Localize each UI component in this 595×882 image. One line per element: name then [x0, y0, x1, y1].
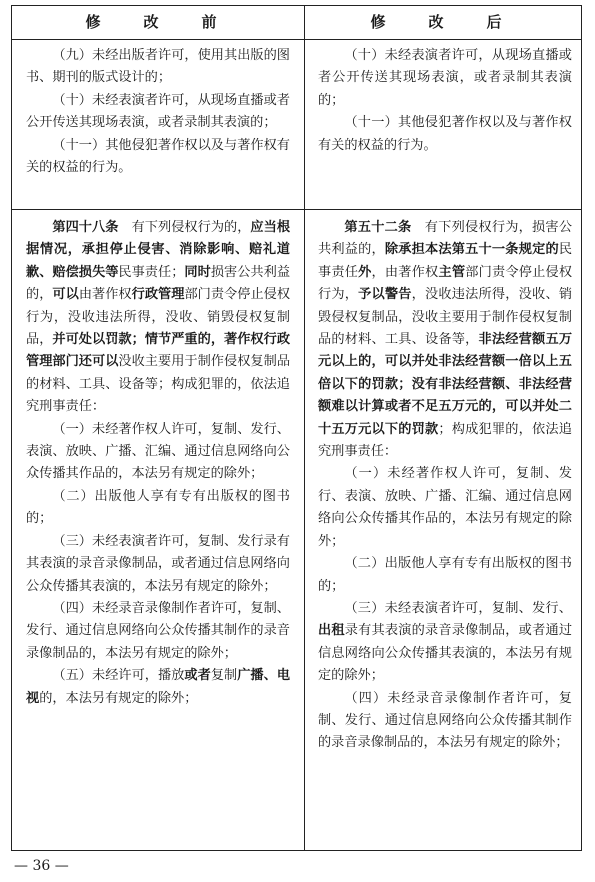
clause-11-after: （十一）其他侵犯著作权以及与著作权有关的权益的行为。	[318, 115, 572, 153]
clause-10-before: （十）未经表演者许可，从现场直播或者公开传送其现场表演，或者录制其表演的；	[26, 92, 290, 131]
item-1-before: （一）未经著作权人许可，复制、发行、表演、放映、广播、汇编、通过信息网络向公众传播其作品的，本法另有规定的除外；	[26, 421, 290, 482]
header-after: 修 改 后	[370, 13, 516, 31]
row2-before-cell	[26, 217, 290, 710]
clause-11-before: （十一）其他侵犯著作权以及与著作权有关的权益的行为。	[26, 137, 290, 176]
header-before: 修 改 前	[85, 13, 231, 31]
item-1-after: （一）未经著作权人许可，复制、发行、表演、放映、广播、汇编、通过信息网络向公众传播其作品的，本法另有规定的除外；	[318, 466, 572, 549]
item-4-after: （四）未经录音录像制作者许可，复制、发行、通过信息网络向公众传播其制作的录音录像制品的，本法另有规定的除外；	[318, 690, 572, 751]
header-divider	[12, 39, 581, 40]
article-48-text: 第四十八条 有下列侵权行为的，应当根据情况，承担停止侵害、消除影响、赔礼道歉、赔偿损失等民事责任；同时损害公共利益的，可以由著作权行政管理部门责令停止侵权行为，没收违法所得，没收、销毁侵权复制品，并可处以罚款；情节严重的，著作权行政管理部门还可以没收主要用于制作侵权复制品的材料、工具、设备等；构成犯罪的，依法追究刑事责任：	[26, 220, 291, 415]
row2-after-cell	[318, 217, 572, 755]
row-divider	[12, 209, 581, 210]
item-2-after: （二）出版他人享有专有出版权的图书的；	[318, 556, 572, 594]
row1-before-cell	[26, 45, 290, 179]
item-4-before: （四）未经录音录像制作者许可，复制、发行、通过信息网络向公众传播其制作的录音录像制品的，本法另有规定的除外；	[26, 600, 290, 661]
item-3-after: （三）未经表演者许可，复制、发行、出租录有其表演的录音录像制品，或者通过信息网络向公众传播其表演的，本法另有规定的除外；	[318, 600, 573, 684]
item-2-before: （二）出版他人享有专有出版权的图书的；	[26, 488, 290, 527]
column-divider	[304, 6, 305, 850]
item-5-before: （五）未经许可，播放或者复制广播、电视的，本法另有规定的除外；	[26, 668, 291, 706]
item-3-before: （三）未经表演者许可，复制、发行录有其表演的录音录像制品，或者通过信息网络向公众传播其表演的，本法另有规定的除外；	[26, 533, 290, 594]
clause-9-before: （九）未经出版者许可，使用其出版的图书、期刊的版式设计的；	[26, 48, 290, 86]
article-52-text: 第五十二条 有下列侵权行为，损害公共利益的，除承担本法第五十一条规定的民事责任外，由著作权主管部门责令停止侵权行为，予以警告，没收违法所得，没收、销毁侵权复制品，没收主要用于制作侵权复制品的材料、工具、设备等，非法经营额五万元以上的，可以并处非法经营额一倍以上五倍以下的罚款；没有非法经营额、非法经营额难以计算或者不足五万元的，可以并处二十五万元以下的罚款；构成犯罪的，依法追究刑事责任：	[318, 220, 573, 460]
article-52-heading: 第五十二条	[344, 220, 412, 235]
row1-after-cell	[318, 45, 572, 157]
comparison-table	[11, 5, 582, 851]
page-number: — 36 —	[14, 858, 69, 874]
clause-10-after: （十）未经表演者许可，从现场直播或者公开传送其现场表演，或者录制其表演的；	[318, 48, 572, 108]
article-48-heading: 第四十八条	[52, 220, 119, 235]
